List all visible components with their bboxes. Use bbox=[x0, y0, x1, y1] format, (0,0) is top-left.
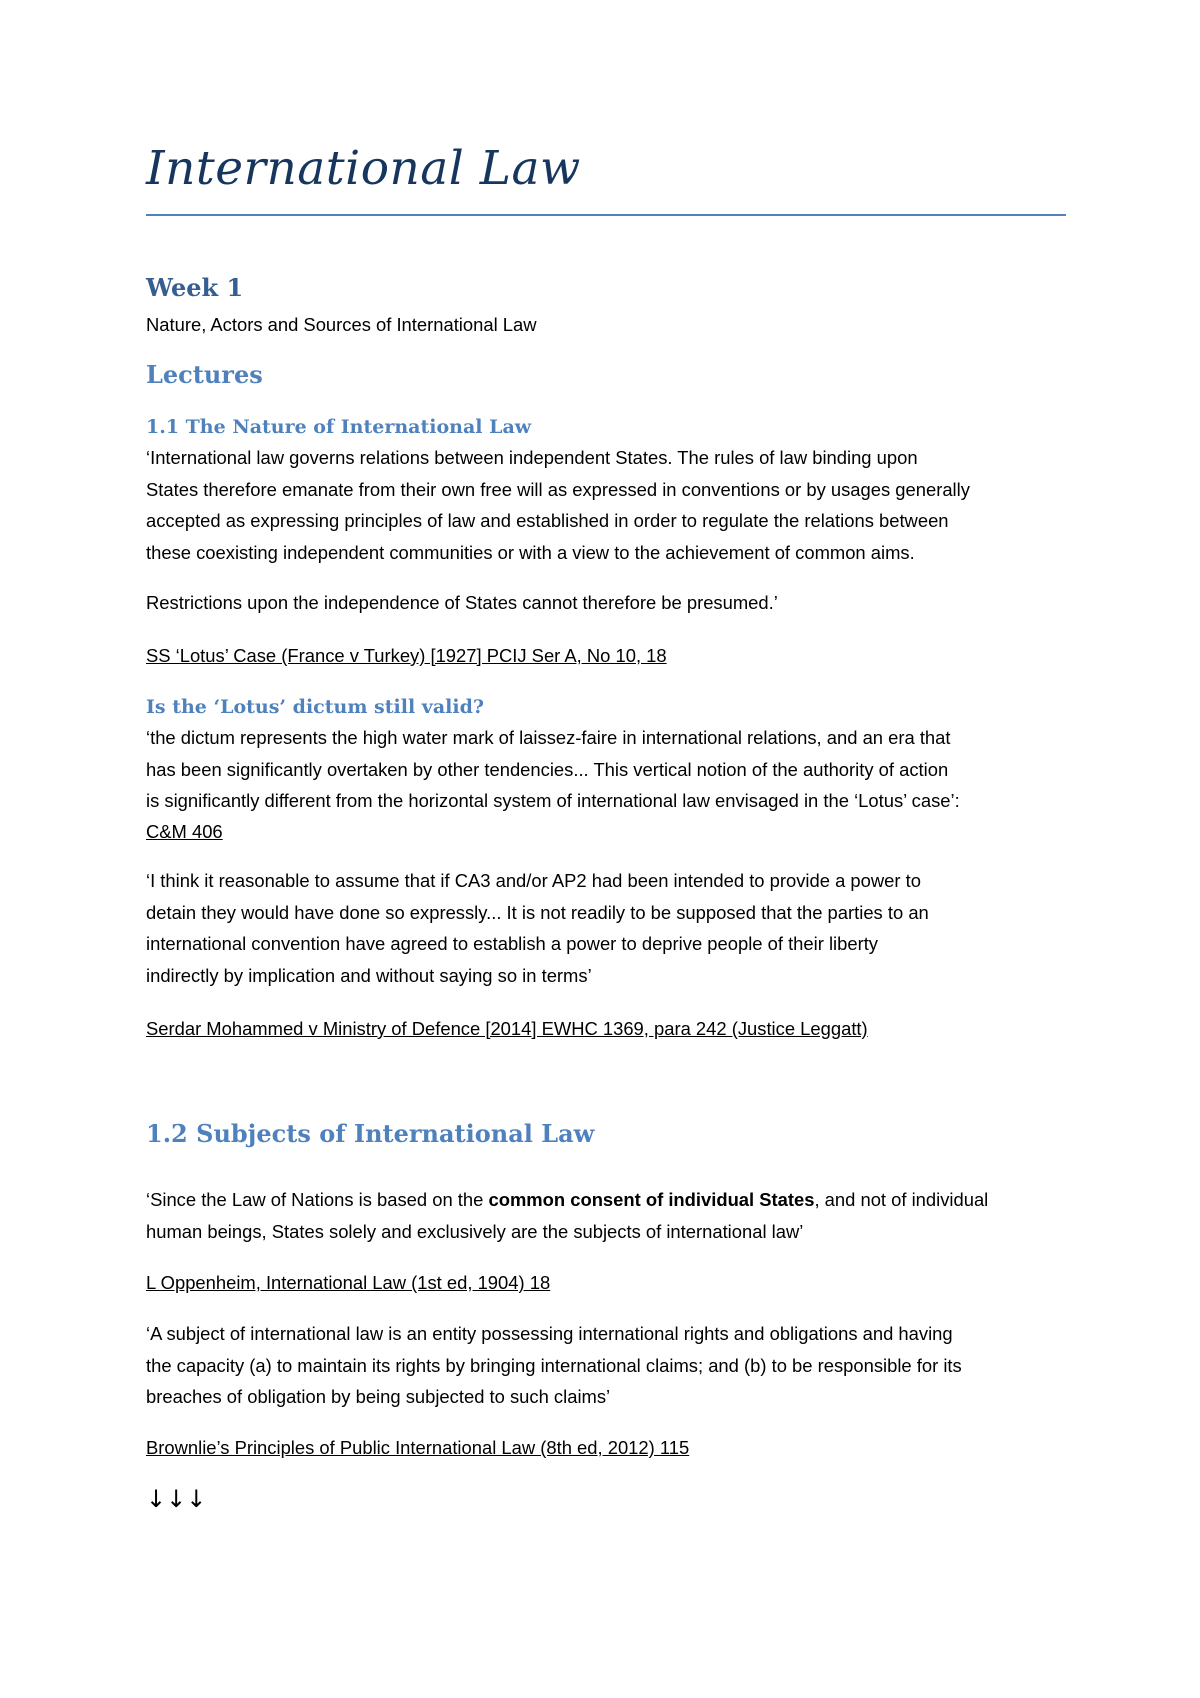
oppenheim-quote-bold: common consent of individual States bbox=[488, 1189, 815, 1210]
lotus-quote: ‘International law governs relations between independent States. The rules of law binding upon States therefore emanate from their own free will as expressed in conventions or by usages generally accepted as expressing principles of law and established in order to regulate the relations between these coexisting independent communities or with a view to the achievement of common aims. bbox=[146, 447, 970, 563]
section-1-1-heading: 1.1 The Nature of International Law bbox=[146, 416, 532, 438]
lotus-citation: SS ‘Lotus’ Case (France v Turkey) [1927] PCIJ Ser A, No 10, 18 bbox=[146, 645, 667, 666]
oppenheim-quote-post: , and not of individual human beings, States solely and exclusively are the subjects of international law’ bbox=[146, 1189, 989, 1242]
continue-arrows: ↓↓↓ bbox=[146, 1485, 207, 1513]
dictum-quote: ‘the dictum represents the high water mark of laissez-faire in international relations, and an era that has been significantly overtaken by other tendencies... This vertical notion of the authority of action is significantly different from the horizontal system of international law envisaged in the ‘Lotus’ case’: bbox=[146, 727, 960, 811]
cm-citation: C&M 406 bbox=[146, 821, 223, 842]
oppenheim-citation: L Oppenheim, International Law (1st ed, 1904) 18 bbox=[146, 1272, 551, 1293]
lotus-quote-end: Restrictions upon the independence of States cannot therefore be presumed.’ bbox=[146, 592, 778, 613]
section-1-2-heading: 1.2 Subjects of International Law bbox=[146, 1119, 595, 1148]
oppenheim-quote-pre: ‘Since the Law of Nations is based on the bbox=[146, 1189, 489, 1210]
week-heading: Week 1 bbox=[146, 273, 244, 302]
oppenheim-quote bbox=[146, 1184, 1076, 1247]
lectures-heading: Lectures bbox=[146, 360, 263, 389]
brownlie-quote: ‘A subject of international law is an entity possessing international rights and obligations and having the capacity (a) to maintain its rights by bringing international claims; and (b) to be responsible for its breaches of obligation by being subjected to such claims’ bbox=[146, 1323, 962, 1407]
serdar-quote: ‘I think it reasonable to assume that if CA3 and/or AP2 had been intended to provide a power to detain they would have done so expressly... It is not readily to be supposed that the parties to an international convention have agreed to establish a power to deprive people of their liberty indirectly by implication and without saying so in terms’ bbox=[146, 870, 929, 986]
serdar-citation: Serdar Mohammed v Ministry of Defence [2014] EWHC 1369, para 242 (Justice Leggatt) bbox=[146, 1018, 868, 1039]
lotus-subsection-heading: Is the ‘Lotus’ dictum still valid? bbox=[146, 696, 484, 718]
week-subtitle: Nature, Actors and Sources of International Law bbox=[146, 314, 537, 335]
document-title: International Law bbox=[146, 141, 581, 196]
title-underline-rule bbox=[146, 214, 1066, 216]
brownlie-citation: Brownlie’s Principles of Public International Law (8th ed, 2012) 115 bbox=[146, 1437, 690, 1458]
